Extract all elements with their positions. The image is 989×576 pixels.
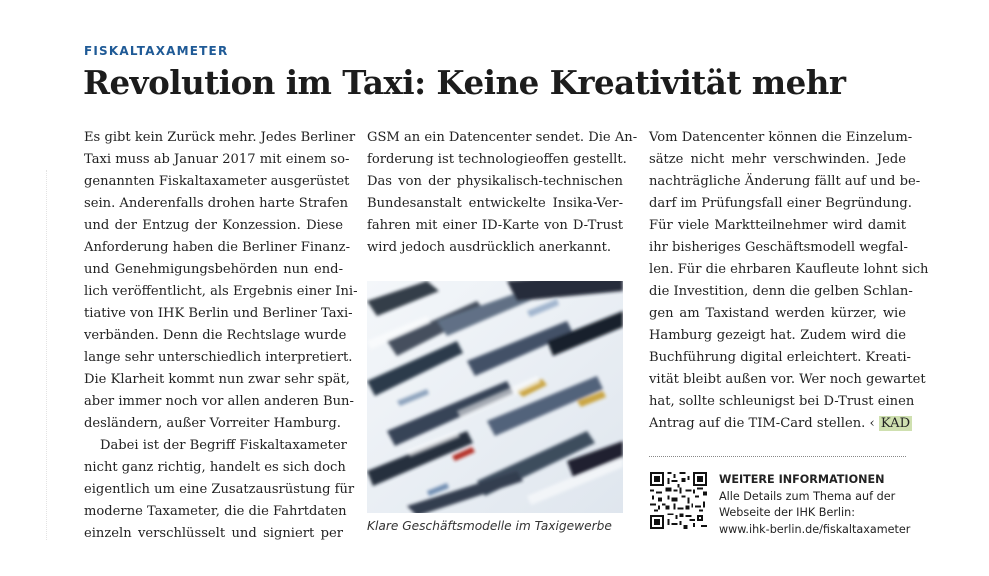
text-line: aber immer noch vor allen anderen Bun- [84,394,354,409]
text-line: verbänden. Denn die Rechtslage wurde [84,328,347,343]
info-line: Alle Details zum Thema auf der [719,489,896,503]
text-line-last [649,413,911,435]
text-line: lich veröffentlicht, als Ergebnis einer Ini- [84,284,358,299]
text-line: wird jedoch ausdrücklich anerkannt. [367,240,612,255]
article-column-3 [649,127,929,435]
text-line: gen am Taxistand werden kürzer, wie [649,306,906,321]
author-tag: KAD [880,416,911,431]
text-line: darf im Prüfungsfall einer Begründung. [649,196,912,211]
text-line: sätze nicht mehr verschwinden. Jede [649,152,906,167]
qr-code-icon [650,472,707,529]
text-line: Es gibt kein Zurück mehr. Jedes Berliner [84,130,356,145]
text-line: Das von der physikalisch-technischen [367,174,623,189]
text-line: genannten Fiskaltaxameter ausgerüstet [84,174,350,189]
text-line: eigentlich um eine Zusatzausrüstung für [84,482,355,497]
text-line: sein. Anderenfalls drohen harte Strafen [84,196,349,211]
margin-rule [46,170,48,540]
text-line: und Genehmigungsbehörden nun end- [84,262,343,277]
text-line: Für viele Marktteilnehmer wird damit [649,218,906,233]
text-line: einzeln verschlüsselt und signiert per [84,526,343,541]
text-line: GSM an ein Datencenter sendet. Die An- [367,130,638,145]
text-line: tiative von IHK Berlin und Berliner Taxi- [84,306,353,321]
text-line: lange sehr unterschiedlich interpretiert. [84,350,353,365]
text-line: Bundesanstalt entwickelte Insika-Ver- [367,196,623,211]
kicker: FISKALTAXAMETER [84,44,229,58]
text-line: und der Entzug der Konzession. Diese [84,218,343,233]
text-line: Antrag auf die TIM-Card stellen. ‹ [649,416,875,431]
text-line: len. Für die ehrbaren Kaufleute lohnt sich [649,262,929,277]
article-column-1 [84,127,358,545]
text-line: forderung ist technologieoffen gestellt. [367,152,627,167]
text-line: Anforderung haben die Berliner Finanz- [84,240,350,255]
text-line: Vom Datencenter können die Einzelum- [649,130,913,145]
text-line: Die Klarheit kommt nun zwar sehr spät, [84,372,350,387]
text-line: moderne Taxameter, die die Fahrtdaten [84,504,347,519]
info-title: WEITERE INFORMATIONEN [719,473,885,486]
abstract-taxi-image [367,281,623,513]
text-line: Hamburg gezeigt hat. Zudem wird die [649,328,906,343]
text-line: nachträgliche Änderung fällt auf und be- [649,174,921,189]
text-line: hat, sollte schleunigst bei D-Trust einen [649,394,915,409]
article-column-2 [367,127,638,259]
text-line: desländern, außer Vorreiter Hamburg. [84,416,341,431]
taxi-photo [367,281,623,513]
divider [649,456,906,457]
headline: Revolution im Taxi: Keine Kreativität mehr [83,63,846,102]
text-line: die Investition, denn die gelben Schlan- [649,284,913,299]
info-url-link[interactable]: www.ihk-berlin.de/fiskaltaxameter [719,522,911,536]
text-line: vität bleibt außen vor. Wer noch gewartet [649,372,926,387]
photo-caption: Klare Geschäftsmodelle im Taxigewerbe [367,519,612,533]
text-line: Taxi muss ab Januar 2017 mit einem so- [84,152,350,167]
text-line: Dabei ist der Begriff Fiskaltaxameter [100,438,347,453]
text-line: nicht ganz richtig, handelt es sich doch [84,460,346,475]
text-line: Buchführung digital erleichtert. Kreati- [649,350,911,365]
further-info [719,472,910,538]
text-line: ihr bisheriges Geschäftsmodell wegfal- [649,240,908,255]
info-line: Webseite der IHK Berlin: [719,506,856,519]
text-line: fahren mit einer ID-Karte von D-Trust [367,218,623,233]
